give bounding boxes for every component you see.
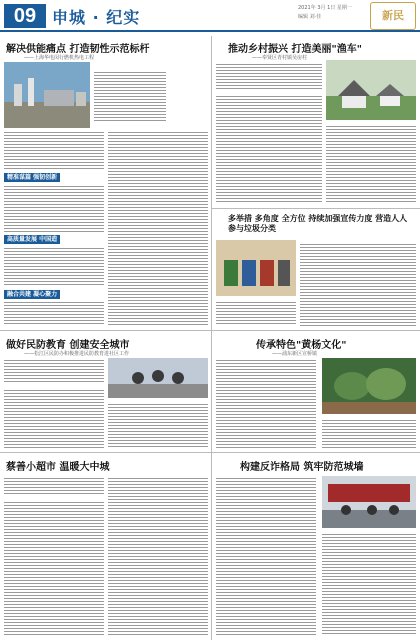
article-title: 解决供能痛点 打造韧性示范标杆 <box>6 44 150 55</box>
article-body <box>300 242 416 326</box>
article-body <box>322 418 416 448</box>
article-body <box>4 246 104 286</box>
article-body <box>4 500 104 636</box>
editor-line: 编辑 刘·佳 <box>298 14 322 20</box>
section-heading: 精准谋篇 强韧创新 <box>4 173 60 182</box>
article-body <box>4 184 104 232</box>
section-title: 申城 · 纪实 <box>52 8 141 27</box>
row-divider <box>211 452 420 453</box>
article-body <box>216 300 296 326</box>
article-body <box>108 476 208 636</box>
article-body <box>4 388 104 448</box>
article-title <box>228 214 408 234</box>
date-line: 2021年 3月 1日 星期一 <box>298 5 352 11</box>
column-divider <box>211 36 212 640</box>
page-number: 09 <box>4 4 46 28</box>
photo-power-plant <box>4 62 90 128</box>
photo-civil-defense <box>108 358 208 398</box>
article-intro <box>216 62 322 90</box>
article-title: 传承特色"黄杨文化" <box>256 340 347 351</box>
section-heading: 高质量发展 中国造 <box>4 235 60 244</box>
row-divider <box>211 208 420 209</box>
article-subtitle: ——上海华电闵行燃机热电工程 <box>24 55 95 61</box>
section-heading: 融合共建 凝心聚力 <box>4 290 60 299</box>
photo-boxwood <box>322 358 416 414</box>
masthead <box>0 0 420 32</box>
article-intro <box>4 476 104 496</box>
article-body <box>108 402 208 448</box>
article-title-text: 多举措 多角度 全方位 持续加强宣传力度 营造人人参与垃圾分类 <box>228 214 408 233</box>
article-body <box>108 130 208 326</box>
photo-garbage-sorting <box>216 240 296 296</box>
article-title: 推动乡村振兴 打造美丽"渔车" <box>228 44 362 55</box>
article-title: 构建反诈格局 筑牢防范城墙 <box>240 462 364 473</box>
article-body <box>326 124 416 204</box>
article-title: 蔡善小超市 温暖大中城 <box>6 462 110 473</box>
article-body <box>4 300 104 326</box>
newspaper-logo: 新民 <box>370 2 416 30</box>
article-subtitle: ——松江区民防办积极推进民防教育进社区工作 <box>24 351 130 357</box>
article-body <box>216 476 316 636</box>
article-subtitle: ——奉贤区青村镇吴房村 <box>252 55 308 61</box>
article-body <box>216 358 316 448</box>
row-divider <box>0 330 211 331</box>
article-body <box>216 94 322 204</box>
article-body <box>4 130 104 170</box>
article-subtitle: ——浦东新区宣桥镇 <box>272 351 318 357</box>
article-title: 做好民防教育 创建安全城市 <box>6 340 130 351</box>
photo-village <box>326 60 416 120</box>
row-divider <box>211 330 420 331</box>
article-intro <box>4 358 104 384</box>
article-intro <box>94 70 166 122</box>
article-body <box>322 532 416 636</box>
row-divider <box>0 452 211 453</box>
photo-anti-fraud <box>322 476 416 528</box>
